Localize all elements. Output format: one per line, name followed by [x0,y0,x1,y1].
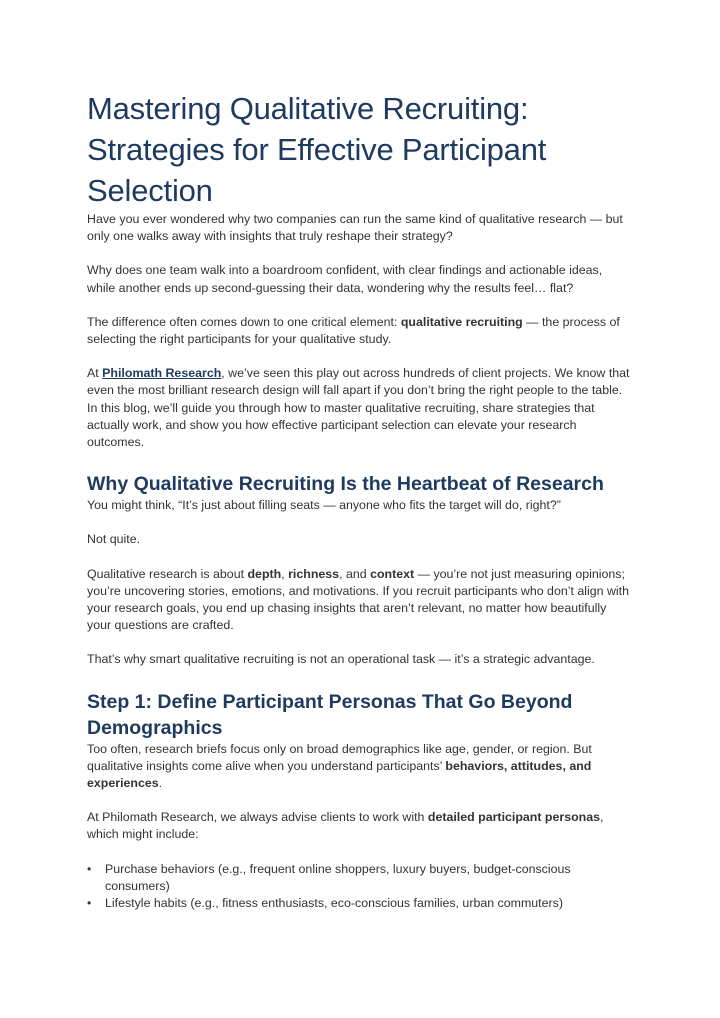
bold-term: richness [288,566,340,581]
text-run: — you’re not just measuring opinions; you’re uncovering stories, emotions, and motivations. If you recruit participants who don’t align with your research goals, you end up chasing insights that aren’t relevant, no matter how beautifully your questions are crafted. [87,566,630,633]
page-title: Mastering Qualitative Recruiting: Strategies for Effective Participant Selection [87,91,547,208]
text-run: , [281,566,289,581]
document-page [87,88,632,912]
section-1-heading: Why Qualitative Recruiting Is the Heartbeat of Research [87,473,604,496]
section-1-paragraph-2: Not quite. [87,532,141,547]
section-2-paragraph-1 [87,741,632,793]
text-run: . [158,776,163,791]
section-2-paragraph-2 [87,809,632,843]
bold-term: behaviors, attitudes, and experiences [87,758,592,791]
philomath-research-link[interactable]: Philomath Research [102,366,222,381]
bold-term: qualitative recruiting [400,314,523,329]
section-2-heading: Step 1: Define Participant Personas That Go Beyond Demographics [87,690,573,739]
intro-paragraph-1: Have you ever wondered why two companies can run the same kind of qualitative research — but only one walks away with insights that truly reshape their strategy? [87,212,623,244]
text-run: , we’ve seen this play out across hundreds of client projects. We know that even the most brilliant research design will fall apart if you don’t bring the right people to the table. In this blog, we’ll guide you through how to master qualitative recruiting, share strategies that actually work, and show you how effective participant selection can elevate your research outcomes. [87,366,630,450]
bold-term: depth [247,566,282,581]
text-run: The difference often comes down to one critical element: [87,314,401,329]
bold-term: detailed participant personas [427,810,601,825]
section-1-paragraph-3 [87,566,632,635]
text-run: , which might include: [87,810,604,842]
text-run: — the process of selecting the right participants for your qualitative study. [87,314,620,347]
list-item: • Purchase behaviors (e.g., frequent online shoppers, luxury buyers, budget-conscious consumers) [105,861,632,895]
text-run: At [87,366,103,381]
text-run: Qualitative research is about [87,566,248,581]
list-item: • Lifestyle habits (e.g., fitness enthusiasts, eco-conscious families, urban commuters) [105,895,632,912]
intro-paragraph-2: Why does one team walk into a boardroom confident, with clear findings and actionable ideas, while another ends up second-guessing their data, wondering why the results feel… flat? [87,263,603,295]
intro-paragraph-3 [87,314,632,348]
persona-bullet-list [87,861,632,913]
text-run: At Philomath Research, we always advise clients to work with [87,810,428,825]
intro-paragraph-4 [87,365,632,451]
section-1-paragraph-1: You might think, “It’s just about filling seats — anyone who fits the target will do, right?” [87,498,561,513]
bold-term: context [370,566,415,581]
section-1-paragraph-4: That’s why smart qualitative recruiting is not an operational task — it’s a strategic advantage. [87,652,595,667]
text-run: Too often, research briefs focus only on broad demographics like age, gender, or region. But qualitative insights come alive when you understand participants’ [87,741,592,773]
text-run: , and [339,566,371,581]
